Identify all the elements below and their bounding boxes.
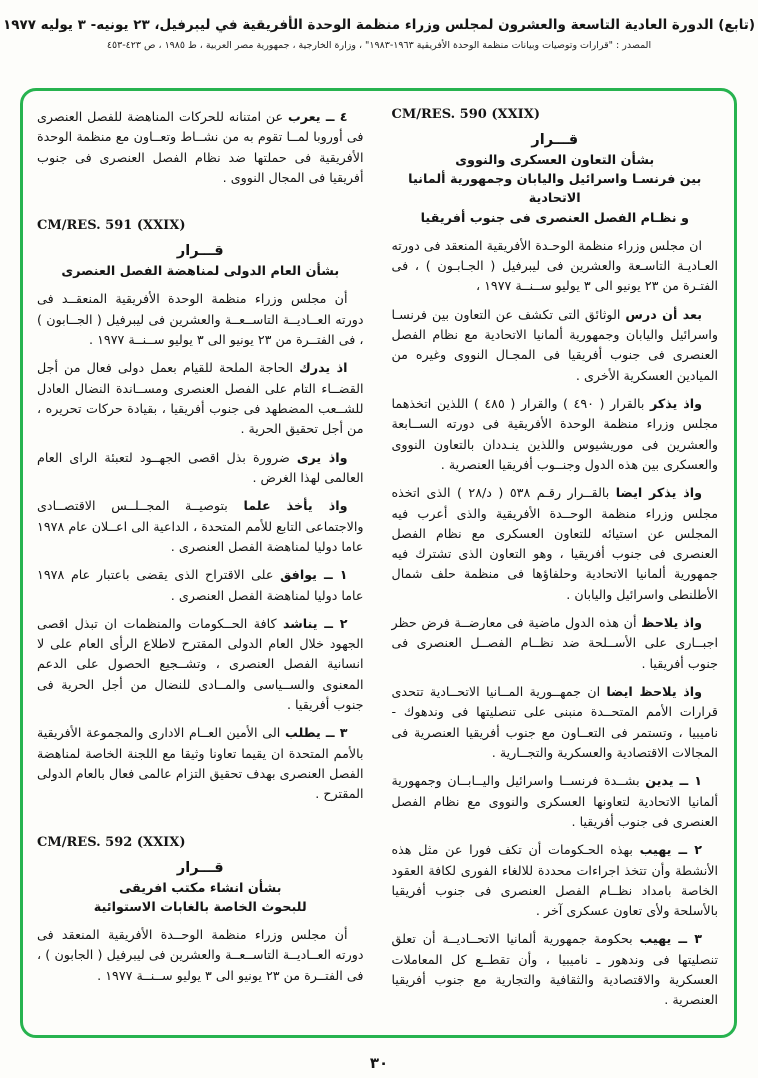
paragraph <box>392 771 719 832</box>
paragraph-lead: ٢ ــ يناشد <box>282 615 348 631</box>
subtitle-line: و نظـام الفصل العنصرى فى جنوب أفريقيا <box>420 210 689 226</box>
paragraph <box>37 448 364 489</box>
paragraph-lead: ٤ ــ يعرب <box>288 109 348 124</box>
paragraph-text: بتوصيــة المجــلــس الاقتصــادى والاجتماعى التابع للأمم المتحدة ، الداعية الى اعــلان عام ١٩٧٨ عاما دوليا لمناهضة الفصل العنصرى . <box>37 498 364 554</box>
paragraph <box>392 840 719 921</box>
page-header <box>0 0 758 51</box>
paragraph-text: الحاجة الملحة للقيام بعمل دولى فعال من أجل القضــاء التام على الفصل العنصرى ومســاندة النضال العادل للشــعب المضطهد فى جنوب أفريقيا ، بقيادة حركات تحريره ، من أجل تحقيق الحرية . <box>37 360 364 437</box>
resolution-subtitle-591 <box>37 262 364 281</box>
paragraph <box>392 394 719 475</box>
paragraph-lead: ٣ ــ يهيب <box>639 931 702 947</box>
resolution-heading-592: قـــرار <box>176 859 224 876</box>
subtitle-line: بين فرنسـا واسرائيل واليابان وجمهورية ألمانيا الاتحادية <box>408 172 702 207</box>
document-frame <box>20 88 737 1038</box>
paragraph <box>37 496 364 557</box>
paragraph-text: بهذه الحـكومات أن تكف فورا عن مثل هذه الأنشطة وأن تتخذ اجراءات محددة للالغاء الفورى لكافة العقود الخاصة بامداد نظــام الفصل العنصرى فى جنوب أفريقيا بالأسلحة ولأى تعاون عسكرى آخر . <box>391 842 718 919</box>
paragraph <box>392 929 719 1010</box>
resolution-code-590: CM/RES. 590 (XXIX) <box>391 107 540 122</box>
paragraph-text: أن هذه الدول ماضية فى معارضــة فرض حظر اجبــارى على الأســلحة ضد نظــام الفصــل العنصرى فى جنوب أفريقيا . <box>391 615 718 671</box>
paragraph-lead: ٢ ــ يهيب <box>639 842 702 858</box>
paragraph <box>37 565 364 606</box>
paragraph-lead: ١ ــ يوافق <box>280 567 348 583</box>
paragraph-text: بالقــرار رقـم ٥٣٨ ( د/٢٨ ) الذى اتخذه مجلس وزراء منظمة الوحــدة الأفريقية والذى أعرب فيه المجلس عن استيائه للتعاون العسكرى مع نظام الفصل العنصرى فى جنوب أفريقيا ، وهو التعاون الذى تشترك فيه جمهورية ألمانيا الاتحادية وحلفاؤها فى منظمة حلف شمال الأطلنطى واسرائيل واليابان . <box>391 485 718 602</box>
paragraph-lead: اذ يدرك <box>299 360 348 376</box>
paragraph <box>392 305 719 386</box>
paragraph <box>392 682 719 763</box>
paragraph-lead: بعد أن درس <box>625 306 702 322</box>
paragraph-text: ان مجلس وزراء منظمة الوحـدة الأفريقية المنعقد فى دورته العـاديـة التاسـعة والعشرين فى ليبرفيل ( الجـابـون ) ، فى الفتـرة من ٢٣ يونيو الى ٣ يوليو ســنــة ١٩٧٧ ، <box>391 237 718 294</box>
paragraph-lead: واذ يذكر <box>649 395 702 411</box>
subtitle-line: بشأن العام الدولى لمناهضة الفصل العنصرى <box>61 264 340 280</box>
paragraph <box>37 107 364 188</box>
paragraph-lead: واذ يلاحظ <box>641 615 703 631</box>
resolution-subtitle-590 <box>392 151 719 228</box>
paragraph-text: ضرورة بذل اقصى الجهــود لتعبئة الراى العام العالمى لهذا الغرض . <box>37 449 364 485</box>
resolution-heading-590: قـــرار <box>531 132 579 148</box>
subtitle-line: بشأن انشاء مكتب افريقى <box>119 880 282 896</box>
paragraph-text: بحكومة جمهورية ألمانيا الاتحــاديــة أن تعلق تنصليتها فى وندهور ـ ناميبيا ، وأن تقطــع كل المعاملات العسكرية والاقتصادية والثقافية والتجارية مع جنوب أفريقيا العنصرية . <box>391 931 718 1008</box>
paragraph-text: على الاقتراح الذى يقضى باعتبار عام ١٩٧٨ عاما دوليا لمناهضة الفصل العنصرى . <box>37 567 364 603</box>
page-number: ٣٠ <box>369 1054 389 1072</box>
paragraph-text: بالقرار ( ٤٩٠ ) والقرار ( ٤٨٥ ) اللذين اتخذهما مجلس وزراء منظمة الوحدة الأفريقية فى دورته الســابعة والعشرين فى موريشيوس واللذين ينـددان بالتعاون النووى والعسكرى بين هذه الدول وجنــوب أفريقيا العنصرية . <box>391 395 718 472</box>
header-title: (تابع) الدورة العادية التاسعة والعشرون لمجلس وزراء منظمة الوحدة الأفريقية في ليبرفيل، ٢٣ يونيه- ٣ يوليه ١٩٧٧ <box>2 17 756 33</box>
paragraph <box>392 236 719 297</box>
two-column-layout <box>37 99 718 1027</box>
paragraph-text: بشــدة فرنســا واسرائيل واليــابــان وجمهورية ألمانيا الاتحادية لتعاونها العسكرى والنووى مع نظام الفصل العنصرى فى جنوب أفريقيا . <box>391 773 718 829</box>
paragraph <box>37 723 364 804</box>
paragraph-text: كافة الحــكومات والمنظمات ان تبذل اقصى الجهود خلال العام الدولى المقترح لاطلاع الرأى العام على لا انسانية الفصل العنصرى ، وتشــجيع الحصول على الدعم المعنوى والســياسى والمــادى للنضال من أجل الحرية فى جنوب أفريقيا . <box>37 615 364 713</box>
paragraph <box>37 358 364 439</box>
column-left <box>37 99 364 1027</box>
paragraph-text: الوثائق التى تكشف عن التعاون بين فرنسـا واسرائيل واليابان وجمهورية ألمانيا الاتحادية مع نظام الفصل العنصرى فى جنوب أفريقيا فى المجـال النووى وغيره من الميادين العسكرية الأخرى . <box>391 306 718 383</box>
paragraph-lead: ٣ ــ يطلب <box>285 725 348 741</box>
paragraph-text: أن مجلس وزراء منظمة الوحدة الأفريقية المنعقــد فى دورته العــاديــة التاســعــة والعشرين فى ليبرفيل ( الجــابون ) ، فى الفتــرة من ٢٣ يونيو الى ٣ يوليو ســنــة ١٩٧٧ . <box>37 291 364 348</box>
resolution-code-591: CM/RES. 591 (XXIX) <box>37 218 186 234</box>
paragraph <box>392 483 719 605</box>
resolution-code-592: CM/RES. 592 (XXIX) <box>37 834 186 850</box>
paragraph <box>37 614 364 716</box>
paragraph-lead: واذ يأخذ علما <box>243 498 348 514</box>
paragraph-text: أن مجلس وزراء منظمة الوحــدة الأفريقية المنعقد فى دورته العــاديــة التاســعــة والعشرين فى ليبرفيل ( الجابون ) ، فى الفتــرة من ٢٣ يونيو الى ٣ يوليو ســنــة ١٩٧٧ . <box>37 927 364 983</box>
paragraph-lead: واذ يرى <box>296 449 348 465</box>
paragraph-lead: ١ ــ يدين <box>645 773 702 789</box>
paragraph-lead: واذ يذكر ايضا <box>615 485 702 501</box>
subtitle-line: للبحوث الخاصة بالغابات الاستوائية <box>93 899 307 915</box>
subtitle-line: بشأن التعاون العسكرى والنووى <box>455 153 655 168</box>
paragraph-text: عن امتنانه للحركات المناهضة للفصل العنصرى فى أوروبا لمــا تقوم به من نشــاط وتعــاون مع منظمة الوحدة الأفريقية فى حملتها ضد نظام الفصل العنصرى فى جنوب أفريقيا فى المجال النووى . <box>37 109 364 185</box>
paragraph <box>37 925 364 986</box>
paragraph <box>392 613 719 674</box>
column-right <box>392 99 719 1027</box>
paragraph-text: الى الأمين العــام الادارى والمجموعة الأفريقية بالأمم المتحدة ان يقيما تعاونا وثيقا مع اللجنة الخاصة لمناهضة الفصل العنصرى بهدف تحقيق التزام عالمى فعال بالعام الدولى المقترح . <box>37 725 364 802</box>
resolution-heading-591: قـــرار <box>176 243 224 260</box>
paragraph-lead: واذ يلاحظ ايضا <box>606 684 702 699</box>
header-source: المصدر : "قرارات وتوصيات وبيانات منظمة الوحدة الأفريقية ١٩٦٣-١٩٨٣" ، وزارة الخارجية ، جمهورية مصر العربية ، ط ١٩٨٥ ، ص ٤٢٣-٤٥٣ <box>106 40 652 51</box>
resolution-subtitle-592 <box>37 879 364 917</box>
paragraph <box>37 289 364 350</box>
paragraph-text: ان جمهــورية المــانيا الاتحــادية تتحدى قرارات الأمم المتحــدة منبنى على تنصليتها فى وندهوك - ناميبيا ، وتستمر فى التعــاون مع جنوب أفريقيا العنصرية فى المجالات الاقتصادية والعسكرية والتجــارية . <box>391 684 718 760</box>
